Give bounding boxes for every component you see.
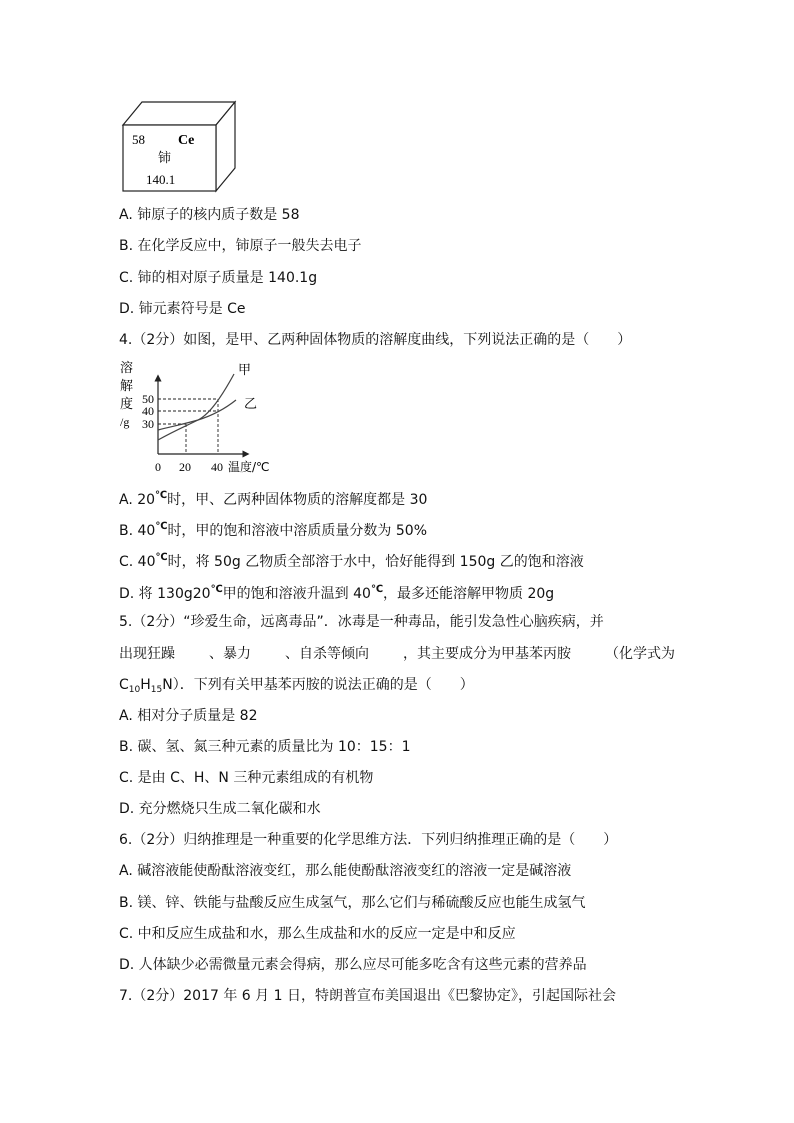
q3-option-c: C. 铈的相对原子质量是 140.1g (119, 270, 318, 286)
q4-b-pre: B. 40 (119, 523, 156, 539)
solubility-chart (118, 358, 288, 478)
q7-stem: 7.（2分）2017 年 6 月 1 日，特朗普宣布美国退出《巴黎协定》，引起国际社会 (119, 988, 616, 1004)
q6-option-c: C. 中和反应生成盐和水，那么生成盐和水的反应一定是中和反应 (119, 926, 516, 942)
formula-c-sub: 10 (128, 685, 141, 695)
q4-d-mid: 甲的饱和溶液升温到 40 (222, 586, 371, 602)
atomic-mass: 140.1 (146, 172, 176, 187)
y-axis-label-3: 度 (120, 397, 134, 412)
element-tile-figure (118, 98, 238, 198)
q4-c-unit: ℃ (155, 552, 168, 563)
curve-yi (158, 400, 236, 430)
q5-option-d: D. 充分燃烧只生成二氧化碳和水 (119, 801, 321, 817)
q5-stem-line1: 5.（2分）“珍爱生命，远离毒品”．冰毒是一种毒品，能引发急性心脑疾病，并 (119, 614, 604, 630)
series-label-yi: 乙 (244, 397, 258, 412)
q4-a-unit: ℃ (155, 490, 168, 501)
q4-b-post: 时，甲的饱和溶液中溶质质量分数为 50% (167, 523, 428, 539)
element-name: 铈 (158, 151, 172, 166)
formula-n: N (162, 677, 173, 693)
q5-line2-part3: 、自杀等倾向 (285, 646, 369, 662)
q3-option-d: D. 铈元素符号是 Ce (119, 301, 246, 317)
q4-b-unit: ℃ (155, 521, 168, 532)
atomic-number: 58 (132, 132, 145, 147)
q4-a-post: 时，甲、乙两种固体物质的溶解度都是 30 (167, 492, 428, 508)
y-tick-50: 50 (142, 392, 154, 406)
q6-option-a: A. 碱溶液能使酚酞溶液变红，那么能使酚酞溶液变红的溶液一定是碱溶液 (119, 863, 572, 879)
formula-h: H (140, 677, 151, 693)
q6-option-d: D. 人体缺少必需微量元素会得病，那么应尽可能多吃含有这些元素的营养品 (119, 957, 587, 973)
formula-c: C (119, 677, 129, 693)
q4-option-c (119, 548, 584, 572)
q5-line2-part2: 、暴力 (209, 646, 251, 662)
element-symbol: Ce (178, 133, 195, 148)
series-label-jia: 甲 (238, 363, 252, 378)
q4-a-pre: A. 20 (119, 492, 156, 508)
y-axis-label-2: 解 (120, 379, 134, 394)
y-tick-40: 40 (142, 404, 154, 418)
q6-option-b: B. 镁、锌、铁能与盐酸反应生成氢气，那么它们与稀硫酸反应也能生成氢气 (119, 895, 586, 911)
y-tick-30: 30 (142, 417, 154, 431)
x-axis-label: 温度/℃ (228, 460, 270, 474)
q4-option-b (119, 517, 427, 541)
q5-line2-part1: 出现狂躁 (119, 646, 175, 662)
q5-option-a: A. 相对分子质量是 82 (119, 708, 258, 724)
q4-stem: 4.（2分）如图，是甲、乙两种固体物质的溶解度曲线，下列说法正确的是（ ） (119, 332, 632, 348)
q4-option-d (119, 580, 554, 604)
q3-option-b: B. 在化学反应中，铈原子一般失去电子 (119, 238, 362, 254)
q5-stem-line2 (119, 644, 675, 664)
q5-line2-part4: ，其主要成分为甲基苯丙胺 (403, 646, 571, 662)
q5-line3-post: ）．下列有关甲基苯丙胺的说法正确的是（ ） (172, 677, 474, 693)
q6-stem: 6.（2分）归纳推理是一种重要的化学思维方法．下列归纳推理正确的是（ ） (119, 832, 618, 848)
q5-option-b: B. 碳、氢、氮三种元素的质量比为 10：15：1 (119, 739, 411, 755)
q4-d-pre: D. 将 130g20 (119, 586, 211, 602)
x-tick-0: 0 (155, 460, 161, 474)
q4-d-unit: ℃ (210, 584, 223, 595)
q3-option-a: A. 铈原子的核内质子数是 58 (119, 207, 300, 223)
q5-option-c: C. 是由 C、H、N 三种元素组成的有机物 (119, 770, 374, 786)
formula-h-sub: 15 (150, 685, 163, 695)
q4-d-post: ，最多还能溶解甲物质 20g (383, 586, 555, 602)
x-tick-40: 40 (211, 460, 223, 474)
y-axis-label-1: 溶 (120, 361, 134, 376)
q4-d-unit2: ℃ (370, 584, 384, 595)
q4-c-pre: C. 40 (119, 554, 156, 570)
y-axis-label-4: /g (120, 415, 130, 429)
q5-line2-part5: （化学式为 (605, 646, 675, 662)
q5-stem-line3 (119, 675, 474, 700)
x-tick-20: 20 (179, 460, 191, 474)
q4-c-post: 时，将 50g 乙物质全部溶于水中，恰好能得到 150g 乙的饱和溶液 (167, 554, 584, 570)
curve-jia (158, 374, 234, 440)
q4-option-a (119, 486, 427, 510)
